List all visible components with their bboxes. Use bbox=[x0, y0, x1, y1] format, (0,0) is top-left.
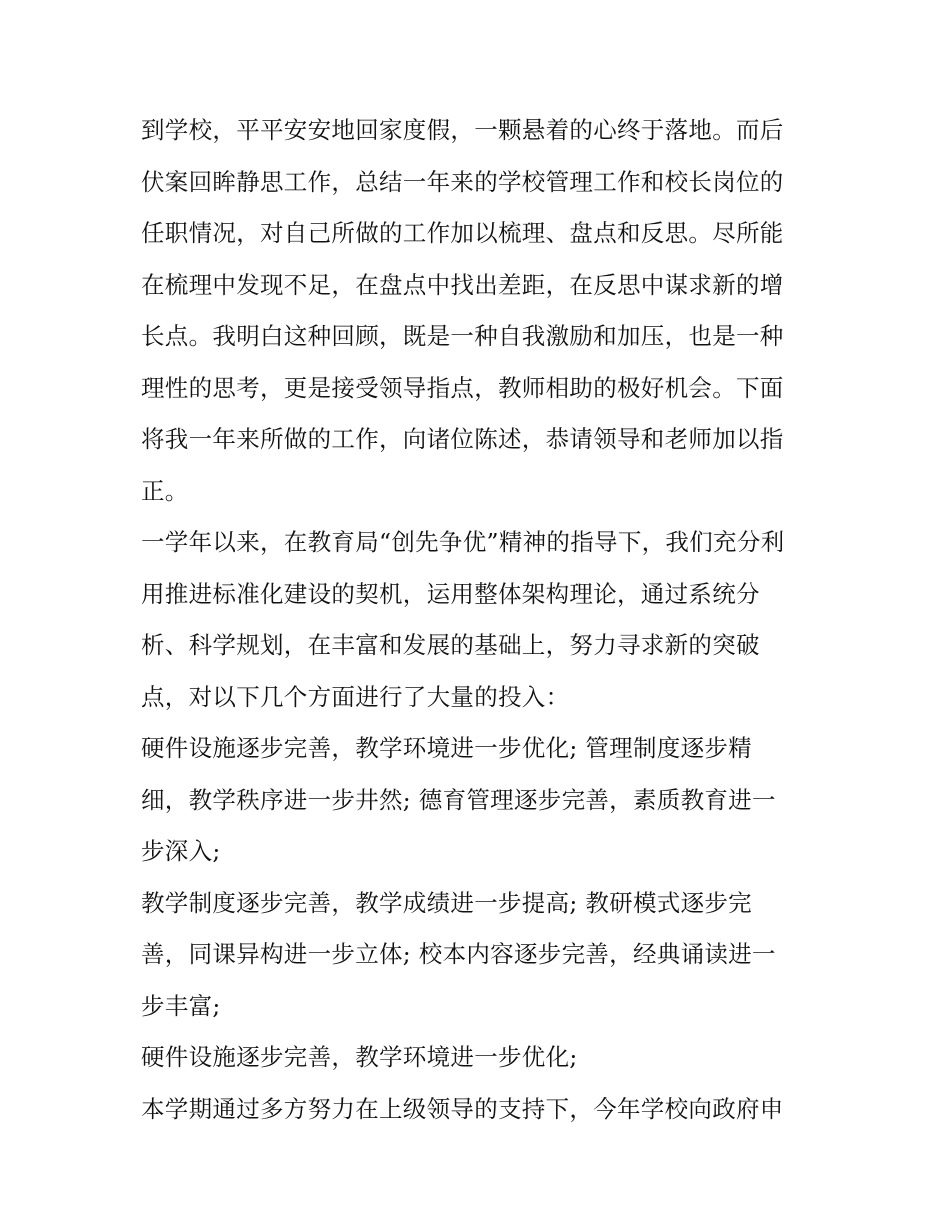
text-line: 善，同课异构进一步立体; 校本内容逐步完善，经典诵读进一 bbox=[141, 940, 776, 968]
text-line: 析、科学规划，在丰富和发展的基础上，努力寻求新的突破 bbox=[141, 631, 760, 659]
text-line: 细，教学秩序进一步井然; 德育管理逐步完善，素质教育进一 bbox=[141, 785, 776, 814]
document-body bbox=[141, 105, 821, 1135]
text-line: 将我一年来所做的工作，向诸位陈述，恭请领导和老师加以指 bbox=[141, 425, 784, 453]
text-line: 伏案回眸静思工作，总结一年来的学校管理工作和校长岗位的 bbox=[141, 167, 784, 196]
text-line: 长点。我明白这种回顾，既是一种自我激励和加压，也是一种 bbox=[141, 322, 784, 350]
text-line: 用推进标准化建设的契机，运用整体架构理论，通过系统分 bbox=[141, 579, 760, 608]
text-line: 硬件设施逐步完善，教学环境进一步优化; 管理制度逐步精 bbox=[141, 734, 752, 762]
text-line: 硬件设施逐步完善，教学环境进一步优化; bbox=[141, 1043, 578, 1071]
text-line: 任职情况，对自己所做的工作加以梳理、盘点和反思。尽所能 bbox=[141, 219, 784, 247]
text-line: 教学制度逐步完善，教学成绩进一步提高; 教研模式逐步完 bbox=[141, 888, 752, 917]
text-line: 在梳理中发现不足，在盘点中找出差距，在反思中谋求新的增 bbox=[141, 270, 784, 299]
text-line: 一学年以来，在教育局“创先争优”精神的指导下，我们充分利 bbox=[141, 528, 785, 556]
text-line: 理性的思考，更是接受领导指点，教师相助的极好机会。下面 bbox=[141, 373, 784, 402]
text-line: 到学校，平平安安地回家度假，一颗悬着的心终于落地。而后 bbox=[141, 116, 784, 144]
text-line: 步深入; bbox=[141, 837, 221, 865]
text-line: 正。 bbox=[141, 476, 189, 505]
text-line: 点，对以下几个方面进行了大量的投入： bbox=[141, 682, 570, 711]
text-line: 本学期通过多方努力在上级领导的支持下，今年学校向政府申 bbox=[141, 1094, 784, 1123]
text-line: 步丰富; bbox=[141, 991, 221, 1020]
